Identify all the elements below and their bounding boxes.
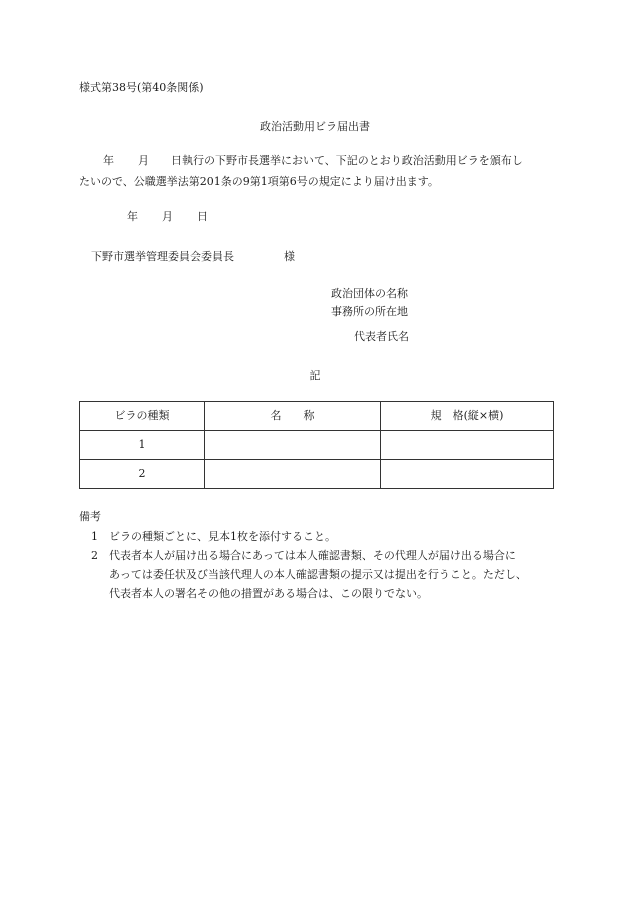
ki-heading: 記	[309, 369, 321, 382]
date-line	[127, 209, 208, 225]
document-title: 政治活動用ビラ届出書	[260, 120, 370, 133]
size-cell[interactable]	[381, 431, 554, 460]
row-number-cell: 1	[80, 431, 205, 460]
body-month-label: 月	[138, 154, 149, 167]
table-row	[80, 431, 554, 460]
note-line: ビラの種類ごとに、見本1枚を添付すること。	[109, 530, 336, 543]
body-line-1-text: 日執行の下野市長選挙において、下記のとおり政治活動用ビラを頒布し	[171, 154, 523, 167]
header-size: 規 格(縦×横)	[381, 402, 554, 431]
note-line: あっては委任状及び当該代理人の本人確認書類の提示又は提出を行うこと。ただし、	[109, 568, 527, 581]
note-text	[109, 529, 553, 548]
header-name: 名 称	[205, 402, 381, 431]
body-paragraph	[79, 153, 553, 195]
note-line: 代表者本人の署名その他の措置がある場合は、この限りでない。	[109, 587, 428, 600]
row-number-cell: 2	[80, 460, 205, 489]
body-line-2: たいので、公職選挙法第201条の9第1項第6号の規定により届け出ます。	[79, 175, 439, 188]
table-header-row	[80, 402, 554, 431]
sender-office-label: 事務所の所在地	[331, 305, 408, 318]
flyer-table	[79, 401, 554, 489]
size-cell[interactable]	[381, 460, 554, 489]
body-line-1	[79, 153, 553, 174]
note-number: 1	[91, 530, 98, 543]
table-row	[80, 460, 554, 489]
date-day-label: 日	[197, 210, 208, 223]
addressee	[91, 249, 295, 265]
note-number: 2	[91, 549, 98, 562]
date-month-label: 月	[162, 210, 173, 223]
form-number: 様式第38号(第40条関係)	[79, 81, 204, 94]
note-line: 代表者本人が届け出る場合にあっては本人確認書類、その代理人が届け出る場合に	[109, 549, 516, 562]
name-cell[interactable]	[205, 460, 381, 489]
header-flyer-type: ビラの種類	[80, 402, 205, 431]
note-text	[109, 548, 553, 605]
body-year-label: 年	[103, 154, 114, 167]
addressee-honorific: 様	[284, 250, 295, 263]
sender-org-name-label: 政治団体の名称	[331, 287, 408, 300]
name-cell[interactable]	[205, 431, 381, 460]
notes-heading: 備考	[79, 510, 101, 523]
addressee-name: 下野市選挙管理委員会委員長	[91, 250, 234, 263]
sender-representative-label: 代表者氏名	[354, 330, 409, 343]
date-year-label: 年	[127, 210, 138, 223]
